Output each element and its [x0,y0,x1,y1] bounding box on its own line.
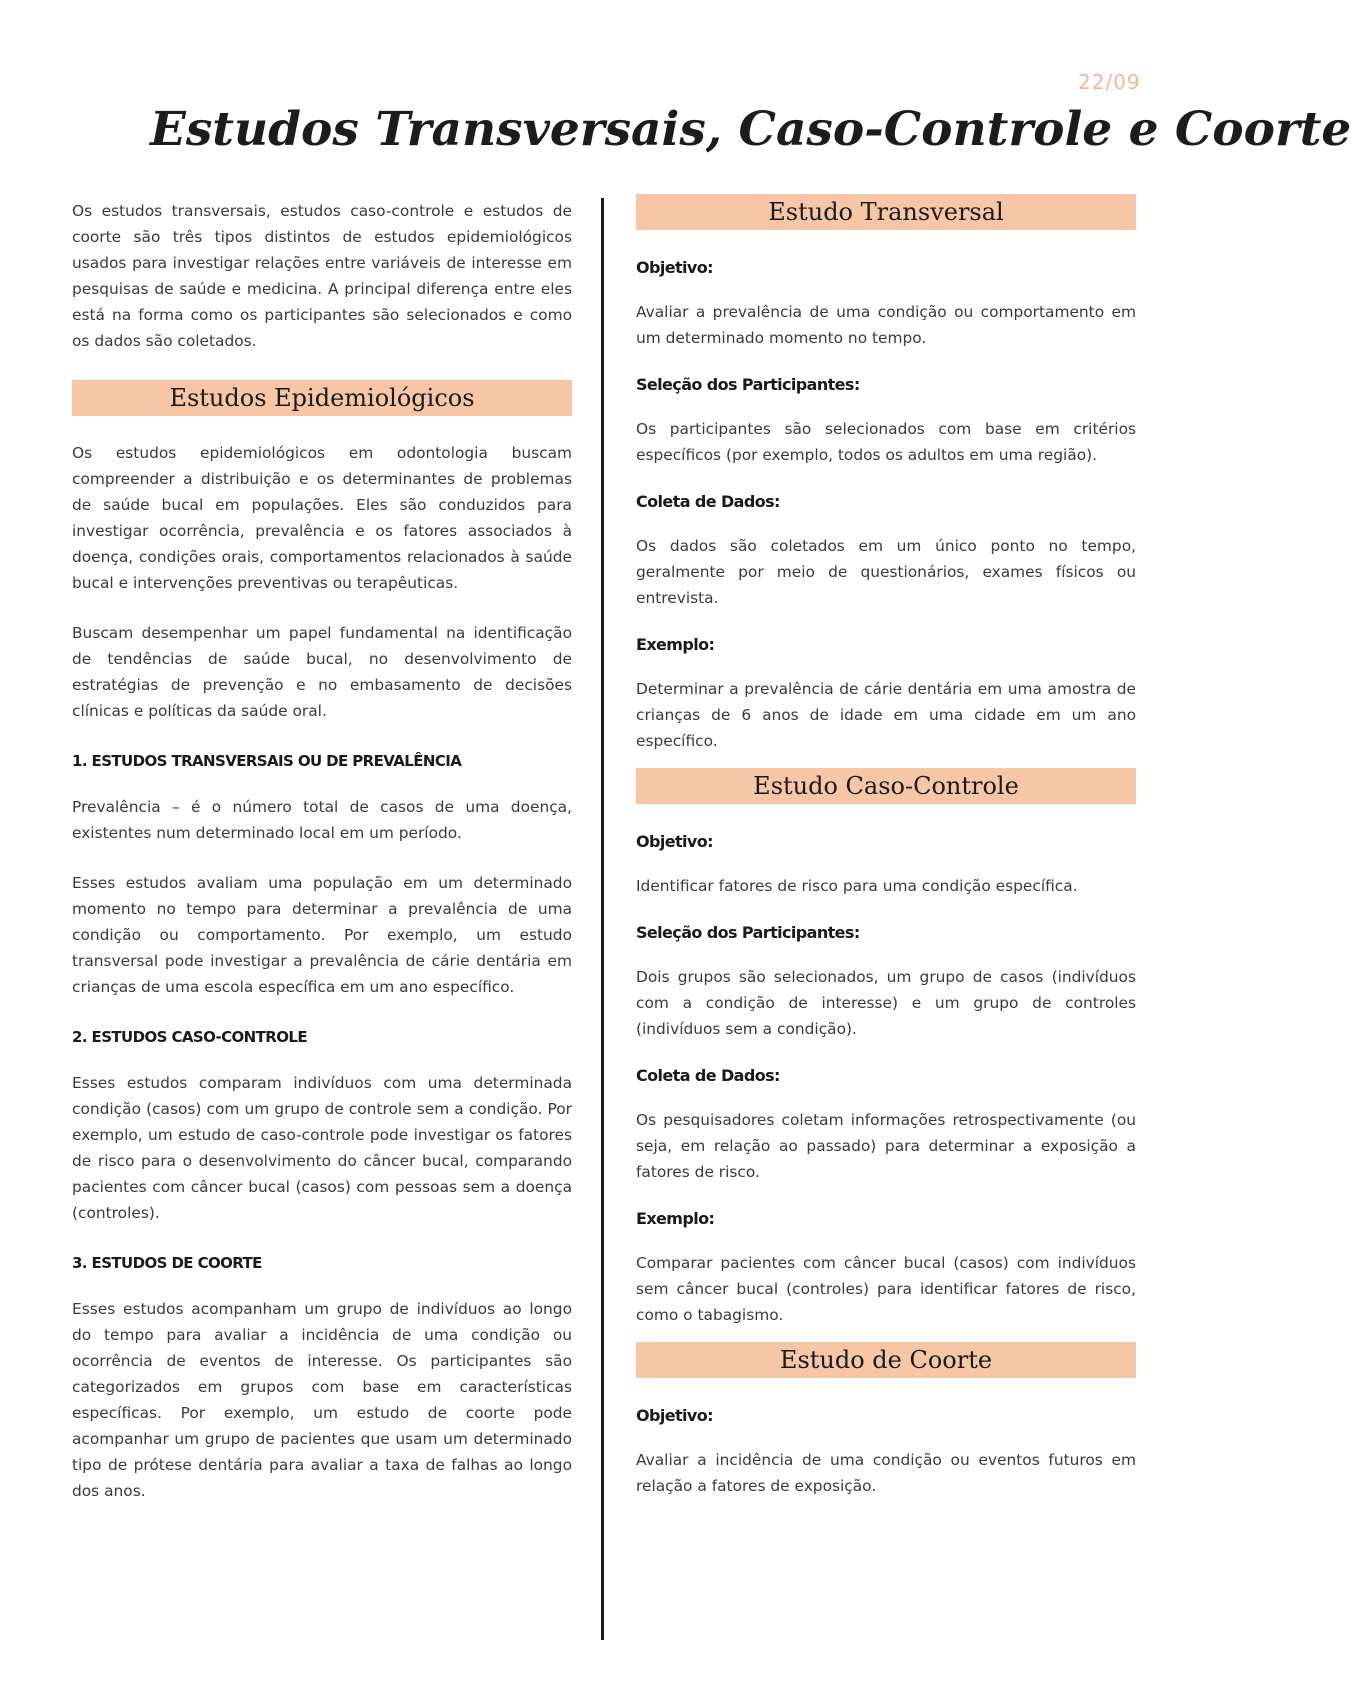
transversal-selecao-label: Seleção dos Participantes: [636,375,860,394]
transversal-objetivo-label: Objetivo: [636,258,713,277]
page-number: 22/09 [1078,70,1141,94]
transversal-selecao-text: Os participantes são selecionados com base em critérios específicos (por exemplo, todos os adultos em uma região). [636,420,1136,464]
coorte-paragraph: Esses estudos acompanham um grupo de indivíduos ao longo do tempo para avaliar a incidência de uma condição ou ocorrência de eventos de interesse. Os participantes são categorizados em grupos com base em características específicas. Por exemplo, um estudo de coorte pode acompanhar um grupo de pacientes que usam um determinado tipo de prótese dentária para avaliar a taxa de falhas ao longo dos anos. [72,1300,572,1500]
transversal-exemplo-text: Determinar a prevalência de cárie dentária em uma amostra de crianças de 6 anos de idade em uma cidade em um ano específico. [636,680,1136,750]
left-column [72,198,572,1504]
coorte-objetivo-label: Objetivo: [636,1406,713,1425]
heading-transversais: 1. ESTUDOS TRANSVERSAIS OU DE PREVALÊNCIA [72,752,462,770]
epidemiologicos-paragraph-1: Os estudos epidemiológicos em odontologia buscam compreender a distribuição e os determinantes de problemas de saúde bucal em populações. Eles são conduzidos para investigar ocorrência, prevalência e os fatores associados à doença, condições orais, comportamentos relacionados à saúde bucal e intervenções preventivas ou terapêuticas. [72,444,572,592]
heading-coorte: 3. ESTUDOS DE COORTE [72,1254,262,1272]
caso-controle-selecao-label: Seleção dos Participantes: [636,923,860,942]
heading-caso-controle: 2. ESTUDOS CASO-CONTROLE [72,1028,307,1046]
right-column [636,194,1136,1499]
section-banner-epidemiologicos: Estudos Epidemiológicos [72,380,572,416]
caso-controle-exemplo-label: Exemplo: [636,1209,715,1228]
transversal-coleta-label: Coleta de Dados: [636,492,780,511]
caso-controle-exemplo-text: Comparar pacientes com câncer bucal (casos) com indivíduos sem câncer bucal (controles) para identificar fatores de risco, como o tabagismo. [636,1254,1136,1324]
transversais-paragraph-2: Esses estudos avaliam uma população em um determinado momento no tempo para determinar a prevalência de uma condição ou comportamento. Por exemplo, um estudo transversal pode investigar a prevalência de cárie dentária em crianças de uma escola específica em um ano específico. [72,874,572,996]
page-title: Estudos Transversais, Caso-Controle e Coorte [150,102,1351,157]
transversais-paragraph-1: Prevalência – é o número total de casos de uma doença, existentes num determinado local em um período. [72,798,572,842]
transversal-exemplo-label: Exemplo: [636,635,715,654]
epidemiologicos-paragraph-2: Buscam desempenhar um papel fundamental na identificação de tendências de saúde bucal, no desenvolvimento de estratégias de prevenção e no embasamento de decisões clínicas e políticas da saúde oral. [72,624,572,720]
section-banner-coorte: Estudo de Coorte [636,1342,1136,1378]
intro-paragraph: Os estudos transversais, estudos caso-controle e estudos de coorte são três tipos distintos de estudos epidemiológicos usados para investigar relações entre variáveis de interesse em pesquisas de saúde e medicina. A principal diferença entre eles está na forma como os participantes são selecionados e como os dados são coletados. [72,202,572,350]
section-banner-transversal: Estudo Transversal [636,194,1136,230]
coorte-objetivo-text: Avaliar a incidência de uma condição ou eventos futuros em relação a fatores de exposição. [636,1451,1136,1495]
transversal-coleta-text: Os dados são coletados em um único ponto no tempo, geralmente por meio de questionários, exames físicos ou entrevista. [636,537,1136,607]
caso-controle-objetivo-label: Objetivo: [636,832,713,851]
caso-controle-paragraph: Esses estudos comparam indivíduos com uma determinada condição (casos) com um grupo de controle sem a condição. Por exemplo, um estudo de caso-controle pode investigar os fatores de risco para o desenvolvimento do câncer bucal, comparando pacientes com câncer bucal (casos) com pessoas sem a doença (controles). [72,1074,572,1222]
section-banner-caso-controle: Estudo Caso-Controle [636,768,1136,804]
column-divider [601,198,604,1640]
caso-controle-coleta-label: Coleta de Dados: [636,1066,780,1085]
caso-controle-objetivo-text: Identificar fatores de risco para uma condição específica. [636,877,1078,895]
caso-controle-selecao-text: Dois grupos são selecionados, um grupo de casos (indivíduos com a condição de interesse) e um grupo de controles (indivíduos sem a condição). [636,968,1136,1038]
transversal-objetivo-text: Avaliar a prevalência de uma condição ou comportamento em um determinado momento no tempo. [636,303,1136,347]
caso-controle-coleta-text: Os pesquisadores coletam informações retrospectivamente (ou seja, em relação ao passado) para determinar a exposição a fatores de risco. [636,1111,1136,1181]
